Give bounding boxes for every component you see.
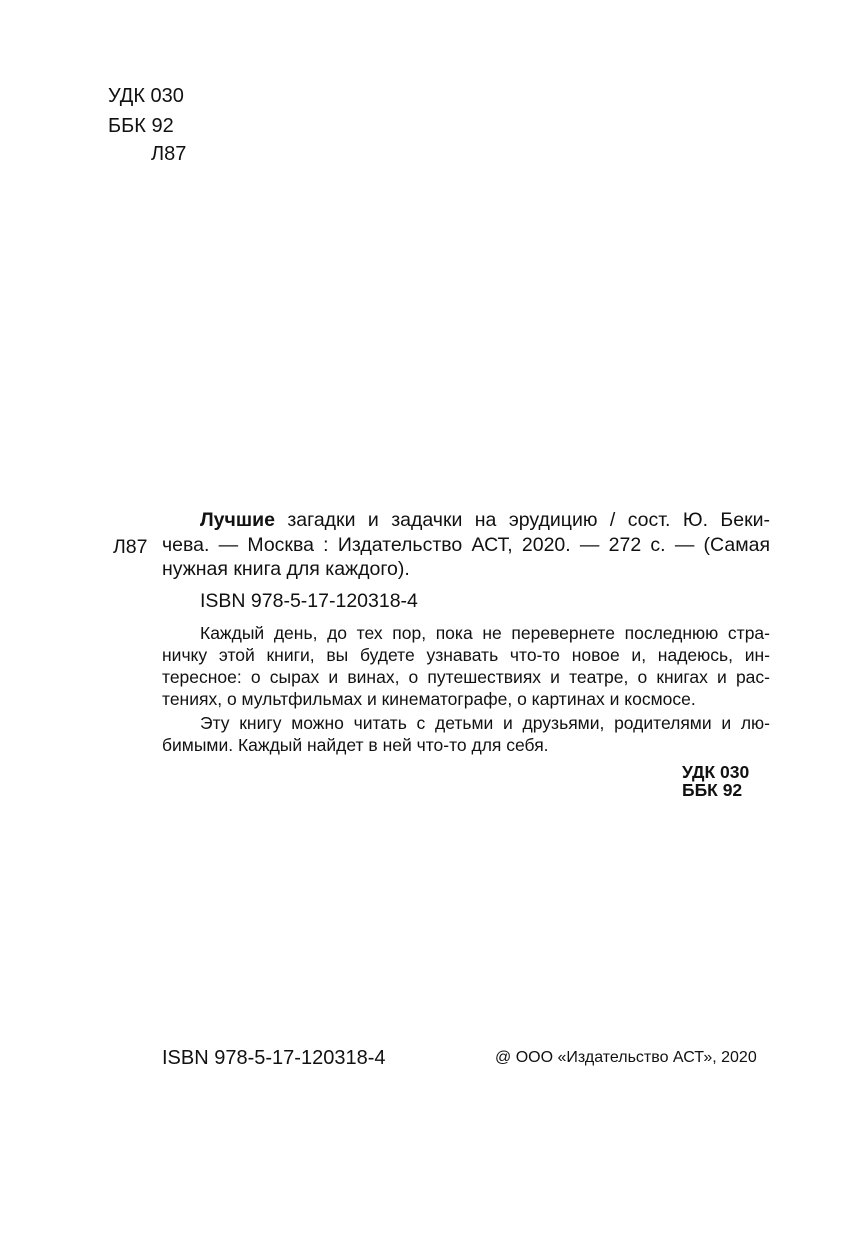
footer-isbn: ISBN 978-5-17-120318-4 [162, 1047, 386, 1069]
copyright-notice: @ ООО «Издательство АСТ», 2020 [495, 1049, 757, 1066]
annotation-line-6: бимыми. Каждый найдет в ней что-то для себя. [162, 735, 549, 755]
bibliographic-line-1-text: загадки и задачки на эрудицию / сост. Ю. Беки- [287, 509, 770, 531]
annotation-line-3: тересное: о сырах и винах, о путешествиях и театре, о книгах и рас- [162, 667, 770, 687]
author-sign-margin: Л87 [113, 536, 148, 558]
annotation-line-5: Эту книгу можно читать с детьми и друзьями, родителями и лю- [200, 713, 770, 733]
bbk-code-bottom: ББК 92 [682, 780, 743, 800]
bibliographic-line-2: чева. — Москва : Издательство АСТ, 2020. — 272 с. — (Самая [162, 534, 770, 556]
annotation-line-2: ничку этой книги, вы будете узнавать что-то новое и, надеюсь, ин- [162, 645, 770, 665]
annotation-line-1: Каждый день, до тех пор, пока не перевернете последнюю стра- [200, 623, 770, 643]
bibliographic-line-3: нужная книга для каждого). [162, 558, 410, 580]
udk-code-top: УДК 030 [108, 85, 184, 107]
bbk-code-top: ББК 92 [108, 115, 174, 137]
isbn-line: ISBN 978-5-17-120318-4 [200, 590, 418, 612]
book-title-bold: Лучшие [200, 509, 275, 531]
udk-code-bottom: УДК 030 [682, 762, 750, 782]
author-sign-top: Л87 [151, 143, 187, 165]
bibliographic-line-1 [162, 508, 770, 532]
annotation-line-4: тениях, о мультфильмах и кинематографе, о картинах и космосе. [162, 689, 696, 709]
